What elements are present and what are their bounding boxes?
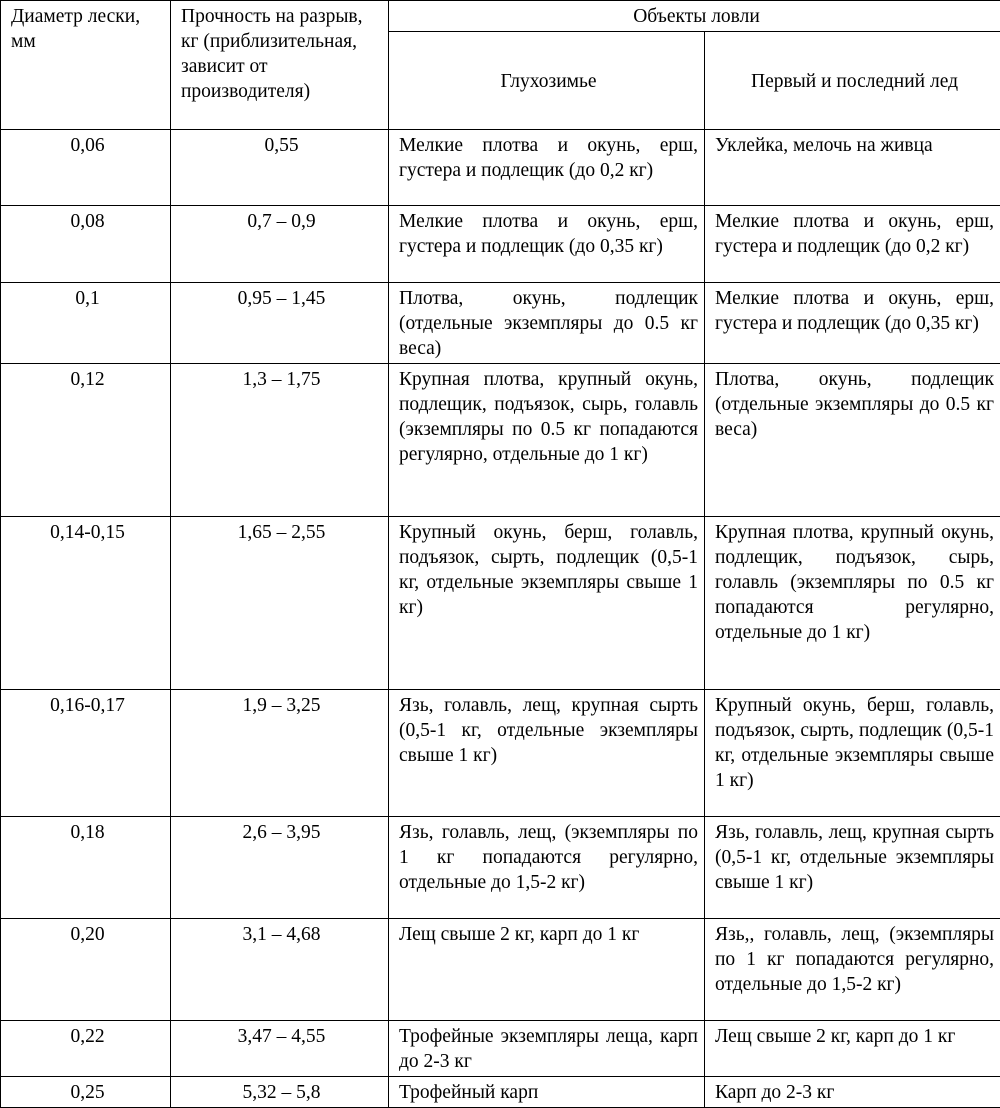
cell-diameter: 0,25 [1, 1077, 171, 1108]
header-first-last-ice: Первый и последний лед [705, 32, 1000, 130]
cell-diameter: 0,14-0,15 [1, 517, 171, 690]
table-row [1, 1077, 1000, 1108]
cell-diameter: 0,22 [1, 1021, 171, 1077]
cell-diameter: 0,18 [1, 817, 171, 919]
cell-strength: 5,32 – 5,8 [171, 1077, 389, 1108]
cell-diameter: 0,16-0,17 [1, 690, 171, 817]
cell-diameter: 0,20 [1, 919, 171, 1021]
cell-deep-winter: Мелкие плотва и окунь, ерш, густера и подлещик (до 0,35 кг) [389, 206, 705, 283]
cell-strength: 3,47 – 4,55 [171, 1021, 389, 1077]
cell-strength: 0,55 [171, 130, 389, 206]
cell-diameter: 0,12 [1, 364, 171, 517]
cell-first-last-ice: Язь, голавль, лещ, крупная сырть (0,5-1 кг, отдельные экземпляры свыше 1 кг) [705, 817, 1000, 919]
table-row [1, 690, 1000, 817]
cell-deep-winter: Крупный окунь, берш, голавль, подъязок, сырть, подлещик (0,5-1 кг, отдельные экземпляры свыше 1 кг) [389, 517, 705, 690]
table-row [1, 283, 1000, 364]
table-row [1, 919, 1000, 1021]
cell-strength: 0,7 – 0,9 [171, 206, 389, 283]
cell-strength: 0,95 – 1,45 [171, 283, 389, 364]
cell-first-last-ice: Язь,, голавль, лещ, (экземпляры по 1 кг попадаются регулярно, отдельные до 1,5-2 кг) [705, 919, 1000, 1021]
cell-deep-winter: Язь, голавль, лещ, крупная сырть (0,5-1 кг, отдельные экземпляры свыше 1 кг) [389, 690, 705, 817]
cell-deep-winter: Язь, голавль, лещ, (экземпляры по 1 кг попадаются регулярно, отдельные до 1,5-2 кг) [389, 817, 705, 919]
cell-strength: 1,3 – 1,75 [171, 364, 389, 517]
cell-strength: 1,65 – 2,55 [171, 517, 389, 690]
cell-first-last-ice: Лещ свыше 2 кг, карп до 1 кг [705, 1021, 1000, 1077]
cell-deep-winter: Плотва, окунь, подлещик (отдельные экземпляры до 0.5 кг веса) [389, 283, 705, 364]
cell-deep-winter: Трофейный карп [389, 1077, 705, 1108]
cell-first-last-ice: Крупная плотва, крупный окунь, подлещик, подъязок, сырь, голавль (экземпляры по 0.5 кг попадаются регулярно, отдельные до 1 кг) [705, 517, 1000, 690]
header-objects: Объекты ловли [389, 1, 1000, 32]
table-row [1, 206, 1000, 283]
table-row [1, 517, 1000, 690]
cell-first-last-ice: Карп до 2-3 кг [705, 1077, 1000, 1108]
cell-strength: 1,9 – 3,25 [171, 690, 389, 817]
cell-first-last-ice: Уклейка, мелочь на живца [705, 130, 1000, 206]
cell-deep-winter: Крупная плотва, крупный окунь, подлещик, подъязок, сырь, голавль (экземпляры по 0.5 кг попадаются регулярно, отдельные до 1 кг) [389, 364, 705, 517]
cell-first-last-ice: Крупный окунь, берш, голавль, подъязок, сырть, подлещик (0,5-1 кг, отдельные экземпляры свыше 1 кг) [705, 690, 1000, 817]
header-diameter: Диаметр лески, мм [1, 1, 171, 130]
cell-diameter: 0,06 [1, 130, 171, 206]
cell-diameter: 0,1 [1, 283, 171, 364]
table-body [1, 130, 1000, 1108]
cell-deep-winter: Трофейные экземпляры леща, карп до 2-3 кг [389, 1021, 705, 1077]
header-deep-winter: Глухозимье [389, 32, 705, 130]
table-row [1, 1021, 1000, 1077]
cell-first-last-ice: Мелкие плотва и окунь, ерш, густера и подлещик (до 0,2 кг) [705, 206, 1000, 283]
table-row [1, 364, 1000, 517]
table-row [1, 817, 1000, 919]
header-strength: Прочность на разрыв, кг (приблизительная, зависит от производителя) [171, 1, 389, 130]
cell-first-last-ice: Мелкие плотва и окунь, ерш, густера и подлещик (до 0,35 кг) [705, 283, 1000, 364]
cell-diameter: 0,08 [1, 206, 171, 283]
cell-deep-winter: Лещ свыше 2 кг, карп до 1 кг [389, 919, 705, 1021]
cell-deep-winter: Мелкие плотва и окунь, ерш, густера и подлещик (до 0,2 кг) [389, 130, 705, 206]
cell-strength: 2,6 – 3,95 [171, 817, 389, 919]
cell-strength: 3,1 – 4,68 [171, 919, 389, 1021]
cell-first-last-ice: Плотва, окунь, подлещик (отдельные экземпляры до 0.5 кг веса) [705, 364, 1000, 517]
table-row [1, 130, 1000, 206]
